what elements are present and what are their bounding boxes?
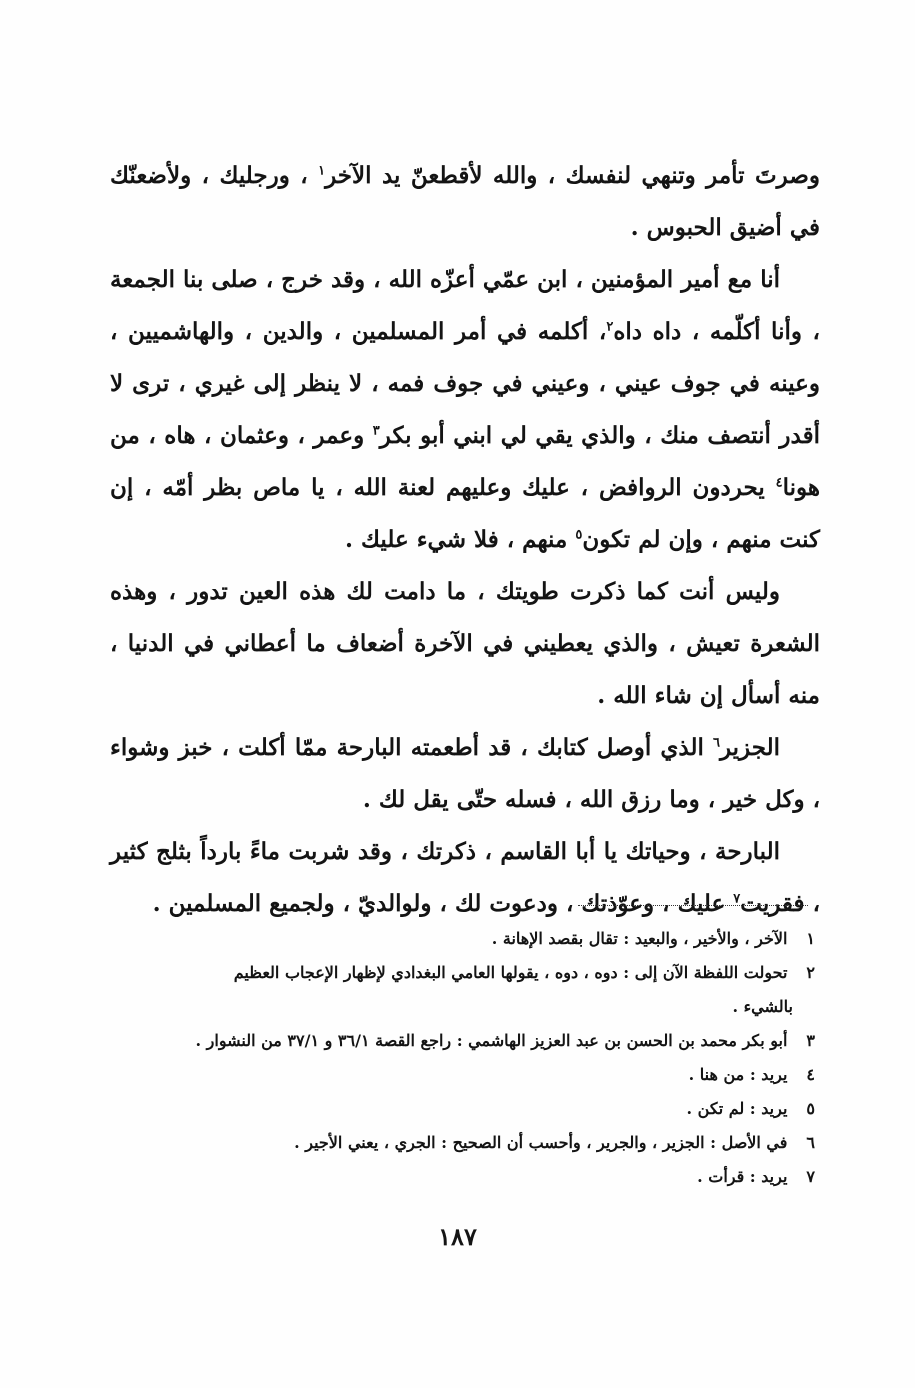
footnote-6 (130, 1126, 815, 1160)
page-number: ١٨٧ (438, 1222, 477, 1251)
footnote-marker: ٣ (372, 423, 380, 439)
footnote-text: تحولت اللفظة الآن إلى : دوه ، دوه ، يقولها العامي البغدادي لإظهار الإعجاب العظيم (233, 963, 788, 982)
text-run: وعمر ، وعثمان ، هاه ، من هونا (110, 422, 820, 501)
footnote-number: ٣ (806, 1031, 815, 1050)
footnote-text: الآخر ، والأخير ، والبعيد : تقال بقصد الإهانة . (491, 929, 788, 948)
footnote-marker: ٢ (606, 319, 614, 335)
footnote-2-continuation: بالشيء . (732, 997, 793, 1016)
text-run: ، ورجليك ، ولأضعنّك في أضيق الحبوس . (110, 162, 820, 241)
footnote-text: في الأصل : الجزير ، والجرير ، وأحسب أن الصحيح : الجري ، يعني الأجير . (294, 1133, 788, 1152)
footnote-2 (130, 956, 815, 990)
footnote-number: ٢ (806, 963, 815, 982)
footnote-separator (578, 905, 808, 906)
footnote-1 (130, 922, 815, 956)
text-run: يحردون الروافض ، عليك وعليهم لعنة الله ، يا ماص بظر أمّه ، إن كنت منهم ، وإن لم تكون (110, 474, 820, 553)
paragraph-5 (110, 826, 820, 930)
text-run: الذي أوصل كتابك ، قد أطعمته البارحة ممّا أكلت ، خبز وشواء ، وكل خير ، وما رزق الله ، فسله حتّى يقل لك . (110, 734, 820, 813)
footnote-text: يريد : لم تكن . (686, 1099, 788, 1118)
text-run: عليك ، وعوّذتك ، ودعوت لك ، ولوالديّ ، ولجميع المسلمين . (152, 890, 726, 917)
text-run: ، أكلمه في أمر المسلمين ، والدين ، والهاشميين ، وعينه في جوف عيني ، وعيني في جوف فمه ، لا ينظر إلى غيري ، ترى لا أقدر أنتصف منك ، والذي يقي لي ابني أبو بكر (110, 318, 820, 449)
footnote-4 (130, 1058, 815, 1092)
text-run: وصرتَ تأمر وتنهي لنفسك ، والله لأقطعنّ يد الآخر (325, 162, 820, 189)
footnote-7 (130, 1160, 815, 1194)
footnote-number: ٥ (806, 1099, 815, 1118)
footnote-5 (130, 1092, 815, 1126)
footnote-marker: ٦ (712, 735, 720, 751)
paragraph-2 (110, 254, 820, 566)
text-run: أنا مع أمير المؤمنين ، ابن عمّي أعزّه الله ، وقد خرج ، صلى بنا الجمعة ، وأنا أكلّمه ، داه داه (110, 266, 820, 345)
footnote-3 (130, 1024, 815, 1058)
footnote-marker: ٥ (575, 527, 583, 543)
text-run: منهم ، فلا شيء عليك . (345, 526, 568, 553)
footnote-text: يريد : من هنا . (688, 1065, 788, 1084)
footnote-text: أبو بكر محمد بن الحسن بن عبد العزيز الهاشمي : راجع القصة ٣٦/١ و ٣٧/١ من النشوار . (195, 1031, 788, 1050)
footnote-marker: ٤ (775, 475, 783, 491)
text-run: الجزير (719, 734, 780, 761)
footnote-marker: ٧ (733, 891, 741, 907)
footnote-text: يريد : قرأت . (697, 1167, 788, 1186)
paragraph-4 (110, 722, 820, 826)
footnote-number: ٤ (806, 1065, 815, 1084)
paragraph-1 (110, 150, 820, 254)
footnotes (130, 922, 815, 1194)
footnote-number: ١ (806, 929, 815, 948)
main-text (110, 150, 820, 930)
footnote-marker: ١ (318, 163, 326, 179)
footnote-number: ٧ (806, 1167, 815, 1186)
footnote-number: ٦ (806, 1133, 815, 1152)
text-run: البارحة ، وحياتك يا أبا القاسم ، ذكرتك ، وقد شربت ماءً بارداً بثلج كثير ، فقريت (110, 838, 820, 917)
paragraph-3: وليس أنت كما ذكرت طويتك ، ما دامت لك هذه العين تدور ، وهذه الشعرة تعيش ، والذي يعطيني في الآخرة أضعاف ما أعطاني في الدنيا ، منه أسأل إن شاء الله . (110, 578, 820, 709)
